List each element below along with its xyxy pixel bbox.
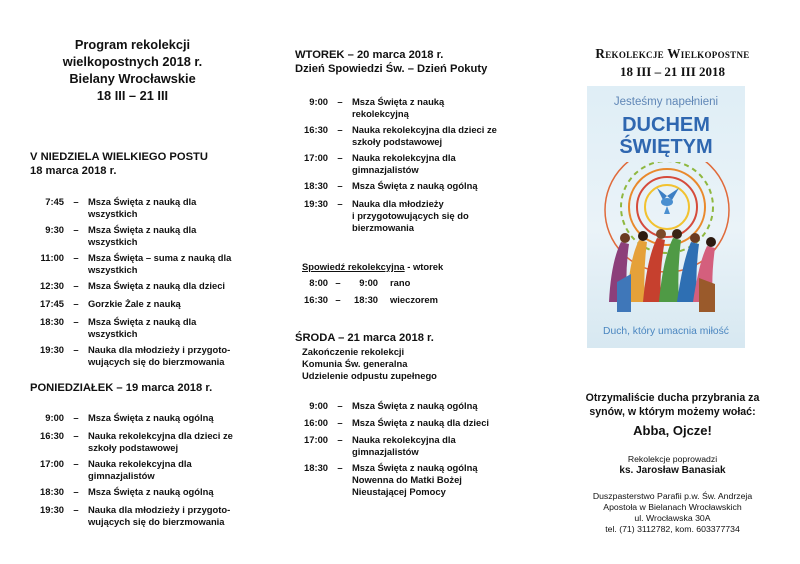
row-time: 17:00: [304, 434, 328, 445]
confession-from: 8:00: [309, 277, 328, 288]
row-description-line: Nauka dla młodzieży i przygoto-: [88, 344, 231, 355]
row-description: [352, 198, 522, 233]
schedule-row: [28, 252, 258, 276]
schedule-row: [292, 152, 522, 176]
tuesday-heading: WTOREK – 20 marca 2018 r. Dzień Spowiedzi Św. – Dzień Pokuty: [295, 49, 488, 75]
retreat-poster: [587, 86, 745, 348]
row-dash: –: [73, 504, 79, 515]
row-description-line: Nieustającej Pomocy: [352, 485, 446, 497]
row-description-line: Nowenna do Matki Bożej: [352, 473, 462, 485]
schedule-row: [292, 434, 522, 458]
row-description-line: Msza Święta z nauką dla: [88, 224, 197, 235]
row-description-line: Msza Święta – suma z nauką dla: [88, 252, 232, 263]
row-description-line: wszystkich: [88, 263, 138, 275]
lead-label: Rekolekcje poprowadzi: [627, 454, 718, 464]
row-description-line: Msza Święta z nauką: [352, 96, 445, 107]
row-description: [88, 412, 258, 424]
row-description-line: Nauka dla młodzieży: [352, 198, 444, 209]
schedule-row: [28, 224, 258, 248]
row-time: 18:30: [304, 462, 328, 473]
schedule-row: [28, 316, 258, 340]
row-description: [88, 430, 258, 454]
row-description-line: gimnazjalistów: [88, 469, 155, 481]
wednesday-heading: ŚRODA – 21 marca 2018 r.: [295, 332, 434, 344]
row-time: 16:30: [40, 430, 64, 441]
confession-dash: –: [335, 294, 341, 305]
row-description-line: Msza Święta z nauką dla dzieci: [352, 417, 490, 428]
row-description: [352, 180, 522, 192]
row-description-line: Nauka rekolekcyjna dla: [352, 434, 456, 445]
parish-address: Duszpasterstwo Parafii p.w. Św. Andrzeja Apostoła w Bielanach Wrocławskich ul. Wrocławska 30A tel. (71) 3112782, kom. 603377734: [592, 491, 753, 534]
row-dash: –: [73, 280, 79, 291]
schedule-row: [292, 400, 522, 412]
row-description: [352, 434, 522, 458]
row-description: [352, 124, 522, 148]
row-description-line: Msza Święta z nauką ogólną: [88, 486, 214, 497]
quote: Otrzymaliście ducha przybrania za synów, w którym możemy wołać:: [585, 392, 760, 418]
schedule-row: [292, 180, 522, 192]
schedule-row: [28, 344, 258, 368]
row-dash: –: [337, 96, 343, 107]
schedule-row: [28, 504, 258, 528]
program-title: Program rekolekcji wielkopostnych 2018 r. Bielany Wrocławskie 18 III – 21 III: [62, 37, 203, 103]
sunday-heading: V NIEDZIELA WIELKIEGO POSTU 18 marca 2018 r.: [30, 151, 208, 177]
row-time: 16:00: [304, 417, 328, 428]
dove-icon: [657, 188, 679, 214]
row-description-line: rekolekcyjną: [352, 107, 409, 119]
row-time: 17:00: [304, 152, 328, 163]
row-description-line: szkoły podstawowej: [88, 441, 179, 453]
row-dash: –: [337, 434, 343, 445]
holy-spirit-illustration: [587, 162, 745, 322]
poster-line-3: ŚWIĘTYM: [619, 136, 713, 158]
row-dash: –: [337, 124, 343, 135]
row-description-line: Nauka rekolekcyjna dla dzieci ze: [352, 124, 497, 135]
row-dash: –: [73, 458, 79, 469]
row-description-line: Nauka dla młodzieży i przygoto-: [88, 504, 231, 515]
schedule-row: [292, 417, 522, 429]
row-description-line: Msza Święta z nauką dla: [88, 316, 197, 327]
poster-line-1: Jesteśmy napełnieni: [613, 96, 719, 108]
quote-highlight: Abba, Ojcze!: [633, 423, 712, 438]
row-dash: –: [337, 180, 343, 191]
row-time: 18:30: [40, 486, 64, 497]
row-time: 16:30: [304, 124, 328, 135]
row-description-line: gimnazjalistów: [352, 445, 419, 457]
row-description: [88, 486, 258, 498]
row-dash: –: [73, 316, 79, 327]
confession-to: 9:00: [359, 277, 378, 288]
lead-name: ks. Jarosław Banasiak: [619, 465, 726, 476]
row-time: 19:30: [304, 198, 328, 209]
confession-heading: Spowiedź rekolekcyjna - wtorek: [302, 261, 444, 272]
row-description: [88, 298, 258, 310]
row-description-line: Nauka rekolekcyjna dla dzieci ze: [88, 430, 233, 441]
column-tuesday-wednesday: [278, 0, 538, 564]
row-dash: –: [73, 252, 79, 263]
row-description-line: bierzmowania: [352, 221, 414, 233]
row-description: [352, 152, 522, 176]
schedule-row: [292, 124, 522, 148]
row-description-line: Nauka rekolekcyjna dla: [88, 458, 192, 469]
row-dash: –: [337, 152, 343, 163]
poster-footer: Duch, który umacnia miłość: [603, 326, 729, 337]
row-description-line: wszystkich: [88, 235, 138, 247]
row-description: [88, 196, 258, 220]
retreat-dates: 18 III – 21 III 2018: [619, 64, 726, 79]
row-description-line: wszystkich: [88, 207, 138, 219]
schedule-row: [28, 458, 258, 482]
row-description: [352, 400, 522, 412]
column-sunday-monday: [0, 0, 265, 564]
schedule-row: [292, 198, 522, 233]
confession-from: 16:30: [304, 294, 328, 305]
row-description-line: Gorzkie Żale z nauką: [88, 298, 181, 309]
row-dash: –: [337, 417, 343, 428]
row-description: [88, 344, 258, 368]
row-time: 9:00: [45, 412, 64, 423]
schedule-row: [28, 196, 258, 220]
row-dash: –: [73, 224, 79, 235]
row-time: 9:30: [45, 224, 64, 235]
schedule-row: [28, 280, 258, 292]
confession-row: [292, 294, 512, 306]
schedule-row: [28, 430, 258, 454]
schedule-row: [292, 96, 522, 120]
row-description: [88, 280, 258, 292]
row-time: 17:45: [40, 298, 64, 309]
row-description-line: Msza Święta z nauką ogólną: [352, 180, 478, 191]
row-description-line: Msza Święta z nauką ogólną: [352, 400, 478, 411]
row-description-line: gimnazjalistów: [352, 163, 419, 175]
row-time: 12:30: [40, 280, 64, 291]
row-dash: –: [73, 196, 79, 207]
row-dash: –: [73, 344, 79, 355]
schedule-row: [292, 462, 522, 497]
monday-heading: PONIEDZIAŁEK – 19 marca 2018 r.: [30, 382, 213, 394]
column-cover: [545, 0, 800, 564]
row-time: 17:00: [40, 458, 64, 469]
row-description: [88, 504, 258, 528]
row-dash: –: [73, 430, 79, 441]
row-dash: –: [73, 486, 79, 497]
row-description-line: Msza Święta z nauką dla: [88, 196, 197, 207]
confession-to: 18:30: [354, 294, 378, 305]
row-time: 9:00: [309, 400, 328, 411]
row-description: [352, 96, 522, 120]
wednesday-notes: Zakończenie rekolekcji Komunia Św. generalna Udzielenie odpustu zupełnego: [302, 346, 437, 381]
row-description: [352, 417, 522, 429]
schedule-row: [28, 412, 258, 424]
row-dash: –: [73, 412, 79, 423]
row-description-line: Msza Święta z nauką ogólną: [352, 462, 478, 473]
row-description-line: wujących się do bierzmowania: [88, 515, 225, 527]
row-description-line: wszystkich: [88, 327, 138, 339]
row-description-line: Msza Święta z nauką dla dzieci: [88, 280, 226, 291]
row-description: [352, 462, 522, 497]
row-time: 18:30: [304, 180, 328, 191]
row-time: 18:30: [40, 316, 64, 327]
row-description: [88, 224, 258, 248]
row-description-line: Nauka rekolekcyjna dla: [352, 152, 456, 163]
confession-dash: –: [335, 277, 341, 288]
row-description: [88, 316, 258, 340]
retreat-header: Rekolekcje Wielkopostne: [595, 46, 750, 61]
row-description-line: Msza Święta z nauką ogólną: [88, 412, 214, 423]
confession-label: wieczorem: [390, 294, 438, 305]
row-description-line: wujących się do bierzmowania: [88, 355, 225, 367]
row-dash: –: [337, 198, 343, 209]
row-description: [88, 252, 258, 276]
row-description-line: i przygotowujących się do: [352, 209, 469, 221]
schedule-row: [28, 298, 258, 310]
row-time: 19:30: [40, 344, 64, 355]
row-time: 19:30: [40, 504, 64, 515]
row-dash: –: [73, 298, 79, 309]
row-time: 7:45: [45, 196, 64, 207]
row-description: [88, 458, 258, 482]
row-time: 11:00: [40, 252, 64, 263]
row-time: 9:00: [309, 96, 328, 107]
confession-label: rano: [390, 277, 411, 288]
confession-row: [292, 277, 512, 289]
row-dash: –: [337, 462, 343, 473]
row-dash: –: [337, 400, 343, 411]
row-description-line: szkoły podstawowej: [352, 135, 443, 147]
poster-line-2: DUCHEM: [622, 114, 710, 136]
schedule-row: [28, 486, 258, 498]
